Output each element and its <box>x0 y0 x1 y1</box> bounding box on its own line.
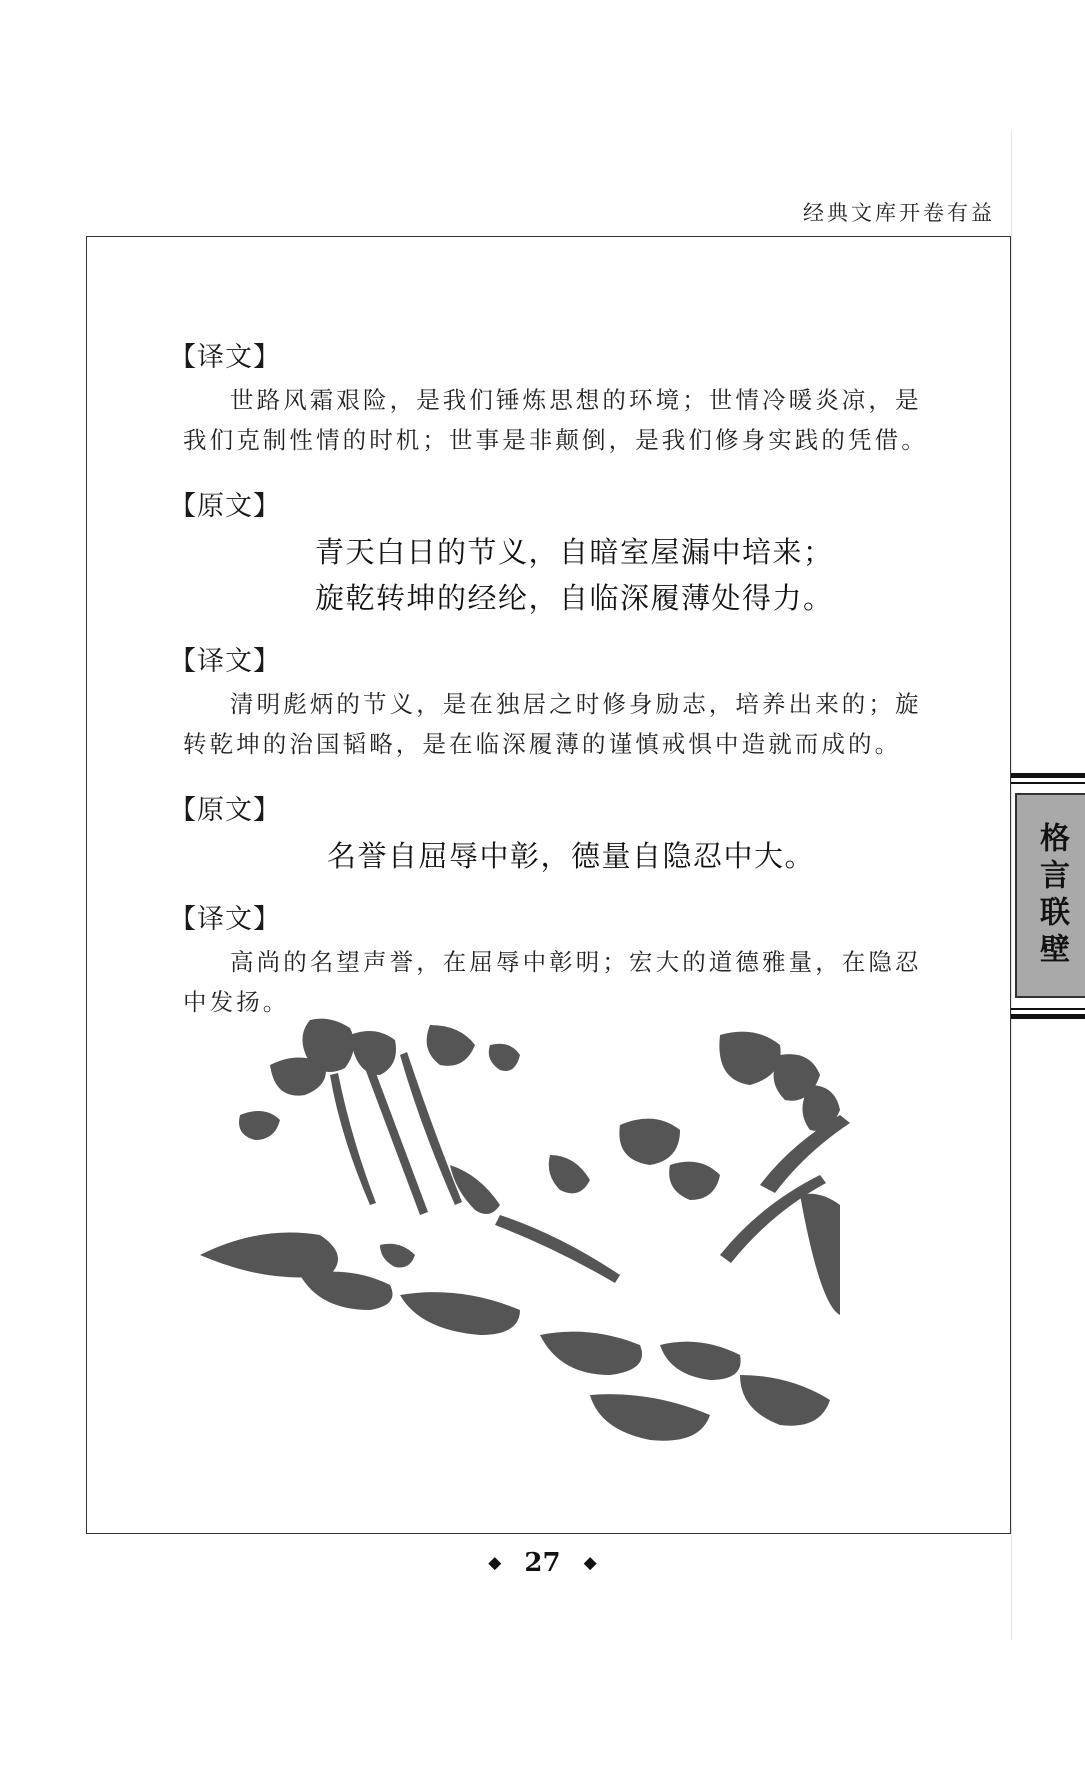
chapter-side-tab <box>1011 773 1085 1019</box>
original-verse <box>175 529 945 621</box>
original-section-1 <box>169 484 945 621</box>
original-section-2 <box>169 788 945 879</box>
ink-landscape-marks <box>200 1019 850 1441</box>
section-label: 【译文】 <box>169 342 281 373</box>
translation-section-2 <box>169 639 945 764</box>
diamond-ornament-right: ◆ <box>583 1553 597 1573</box>
page-number <box>0 1548 1085 1578</box>
page-number-value: 27 <box>524 1548 561 1578</box>
translation-text: 高尚的名望声誉，在屈辱中彰明；宏大的道德雅量，在隐忍中发扬。 <box>183 948 922 1016</box>
translation-section-3 <box>169 897 945 1022</box>
section-label: 【原文】 <box>169 491 281 522</box>
landscape-illustration <box>200 1015 910 1460</box>
original-verse <box>175 833 945 879</box>
running-title: 经典文库开卷有益 <box>803 201 995 225</box>
translation-text: 清明彪炳的节义，是在独居之时修身励志，培养出来的；旋转乾坤的治国韬略，是在临深履薄的谨慎戒惧中造就而成的。 <box>183 690 922 758</box>
section-label: 【原文】 <box>169 795 281 826</box>
translation-text: 世路风霜艰险，是我们锤炼思想的环境；世情冷暖炎凉，是我们克制性情的时机；世事是非颠倒，是我们修身实践的凭借。 <box>183 386 928 454</box>
section-label: 【译文】 <box>169 646 281 677</box>
section-label: 【译文】 <box>169 904 281 935</box>
diamond-ornament-left: ◆ <box>488 1553 502 1573</box>
translation-section-1 <box>169 335 945 460</box>
verse-line: 青天白日的节义，自暗室屋漏中培来； <box>315 535 834 569</box>
verse-line: 名誉自屈辱中彰，德量自隐忍中大。 <box>327 839 816 873</box>
side-tab-body <box>1015 793 1085 998</box>
verse-line: 旋乾转坤的经纶，自临深履薄处得力。 <box>315 581 834 615</box>
main-content <box>169 335 945 1046</box>
side-tab-title: 格言联壁 <box>1034 821 1069 970</box>
